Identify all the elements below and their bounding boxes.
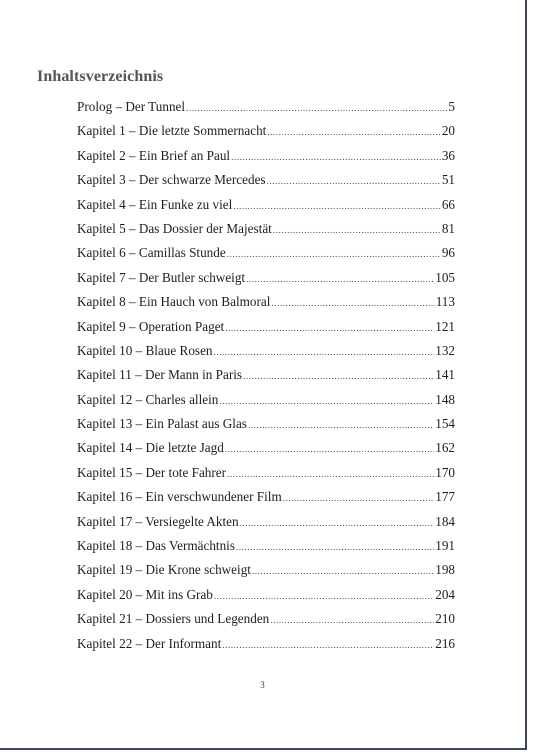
toc-entry <box>77 221 455 245</box>
toc-dot-leader <box>246 271 434 287</box>
toc-entry-page: 20 <box>441 123 455 139</box>
toc-entry <box>77 172 455 196</box>
toc-entry-title: Kapitel 7 – Der Butler schweigt <box>77 269 246 285</box>
toc-dot-leader <box>248 417 434 433</box>
toc-dot-leader <box>283 490 434 506</box>
toc-dot-leader <box>271 295 434 311</box>
toc-entry <box>77 319 455 343</box>
toc-dot-leader <box>231 149 441 165</box>
toc-entry-title: Kapitel 16 – Ein verschwundener Film <box>77 489 282 505</box>
toc-entry-page: 162 <box>435 440 455 456</box>
toc-entry-page: 184 <box>435 513 455 529</box>
toc-entry <box>77 99 455 123</box>
toc-dot-leader <box>225 320 434 336</box>
toc-entry-title: Kapitel 11 – Der Mann in Paris <box>77 367 243 383</box>
toc-dot-leader <box>233 198 441 214</box>
toc-entry-title: Kapitel 2 – Ein Brief an Paul <box>77 147 231 163</box>
toc-entry <box>77 245 455 269</box>
toc-entry-title: Kapitel 15 – Der tote Fahrer <box>77 464 227 480</box>
toc-entry-title: Prolog – Der Tunnel <box>77 99 186 114</box>
toc-dot-leader <box>243 368 434 384</box>
toc-entry-page: 148 <box>435 391 455 407</box>
toc-dot-leader <box>227 466 434 482</box>
toc-dot-leader <box>214 344 435 360</box>
toc-entry-title: Kapitel 5 – Das Dossier der Majestät <box>77 220 272 236</box>
toc-dot-leader <box>222 637 434 653</box>
toc-dot-leader <box>186 100 447 116</box>
toc-entry <box>77 367 455 391</box>
toc-dot-leader <box>214 588 434 604</box>
toc-entry-title: Kapitel 1 – Die letzte Sommernacht <box>77 123 267 139</box>
toc-entry <box>77 197 455 221</box>
toc-entry <box>77 489 455 513</box>
toc-dot-leader <box>252 563 434 579</box>
toc-dot-leader <box>267 173 441 189</box>
toc-entry <box>77 416 455 440</box>
toc-entry-page: 113 <box>435 294 455 310</box>
toc-entry-page: 96 <box>441 245 455 261</box>
toc-dot-leader <box>227 246 441 262</box>
toc-entry-title: Kapitel 14 – Die letzte Jagd <box>77 440 224 456</box>
toc-entry <box>77 514 455 538</box>
toc-entry-title: Kapitel 4 – Ein Funke zu viel <box>77 196 233 212</box>
toc-entry-page: 105 <box>435 269 455 285</box>
toc-entry-page: 36 <box>441 147 455 163</box>
toc-entry-title: Kapitel 3 – Der schwarze Mercedes <box>77 172 266 188</box>
toc-entry-page: 170 <box>435 464 455 480</box>
toc-entry-title: Kapitel 19 – Die Krone schweigt <box>77 562 251 578</box>
toc-dot-leader <box>236 539 434 555</box>
toc-entry-page: 191 <box>435 538 455 554</box>
toc-entry-title: Kapitel 12 – Charles allein <box>77 391 219 407</box>
toc-entry <box>77 538 455 562</box>
toc-dot-leader <box>270 612 434 628</box>
toc-dot-leader <box>225 441 434 457</box>
toc-entry <box>77 611 455 635</box>
toc-entry-page: 81 <box>441 220 455 236</box>
toc-entry-title: Kapitel 13 – Ein Palast aus Glas <box>77 416 247 432</box>
toc-entry-title: Kapitel 20 – Mit ins Grab <box>77 586 213 602</box>
toc-entry <box>77 440 455 464</box>
toc-list <box>77 99 455 660</box>
toc-entry-page: 51 <box>441 172 455 188</box>
toc-entry-page: 154 <box>435 416 455 432</box>
toc-entry <box>77 294 455 318</box>
toc-entry-page: 198 <box>435 562 455 578</box>
toc-entry <box>77 123 455 147</box>
toc-entry-title: Kapitel 17 – Versiegelte Akten <box>77 513 239 529</box>
toc-dot-leader <box>219 393 434 409</box>
toc-entry <box>77 562 455 586</box>
toc-entry-title: Kapitel 6 – Camillas Stunde <box>77 245 226 261</box>
toc-entry <box>77 343 455 367</box>
toc-entry-page: 177 <box>435 489 455 505</box>
toc-entry <box>77 465 455 489</box>
toc-entry-title: Kapitel 8 – Ein Hauch von Balmoral <box>77 294 271 310</box>
toc-dot-leader <box>273 222 441 238</box>
toc-entry-page: 216 <box>435 635 455 651</box>
toc-entry-page: 121 <box>435 318 455 334</box>
toc-entry-page: 132 <box>435 342 455 358</box>
toc-entry-page: 204 <box>435 586 455 602</box>
toc-entry-title: Kapitel 22 – Der Informant <box>77 635 222 651</box>
toc-entry <box>77 587 455 611</box>
toc-entry-title: Kapitel 18 – Das Vermächtnis <box>77 538 235 554</box>
toc-dot-leader <box>240 515 435 531</box>
toc-entry-title: Kapitel 21 – Dossiers und Legenden <box>77 611 270 627</box>
toc-entry-page: 210 <box>435 611 455 627</box>
toc-entry-page: 66 <box>441 196 455 212</box>
page-number: 3 <box>260 680 265 690</box>
toc-entry-title: Kapitel 10 – Blaue Rosen <box>77 342 213 358</box>
toc-entry-page: 5 <box>448 99 455 114</box>
toc-entry-page: 141 <box>435 367 455 383</box>
toc-entry <box>77 636 455 660</box>
toc-dot-leader <box>267 124 440 140</box>
toc-entry <box>77 148 455 172</box>
toc-entry <box>77 392 455 416</box>
toc-entry <box>77 270 455 294</box>
toc-heading: Inhaltsverzeichnis <box>37 68 164 85</box>
toc-entry-title: Kapitel 9 – Operation Paget <box>77 318 225 334</box>
